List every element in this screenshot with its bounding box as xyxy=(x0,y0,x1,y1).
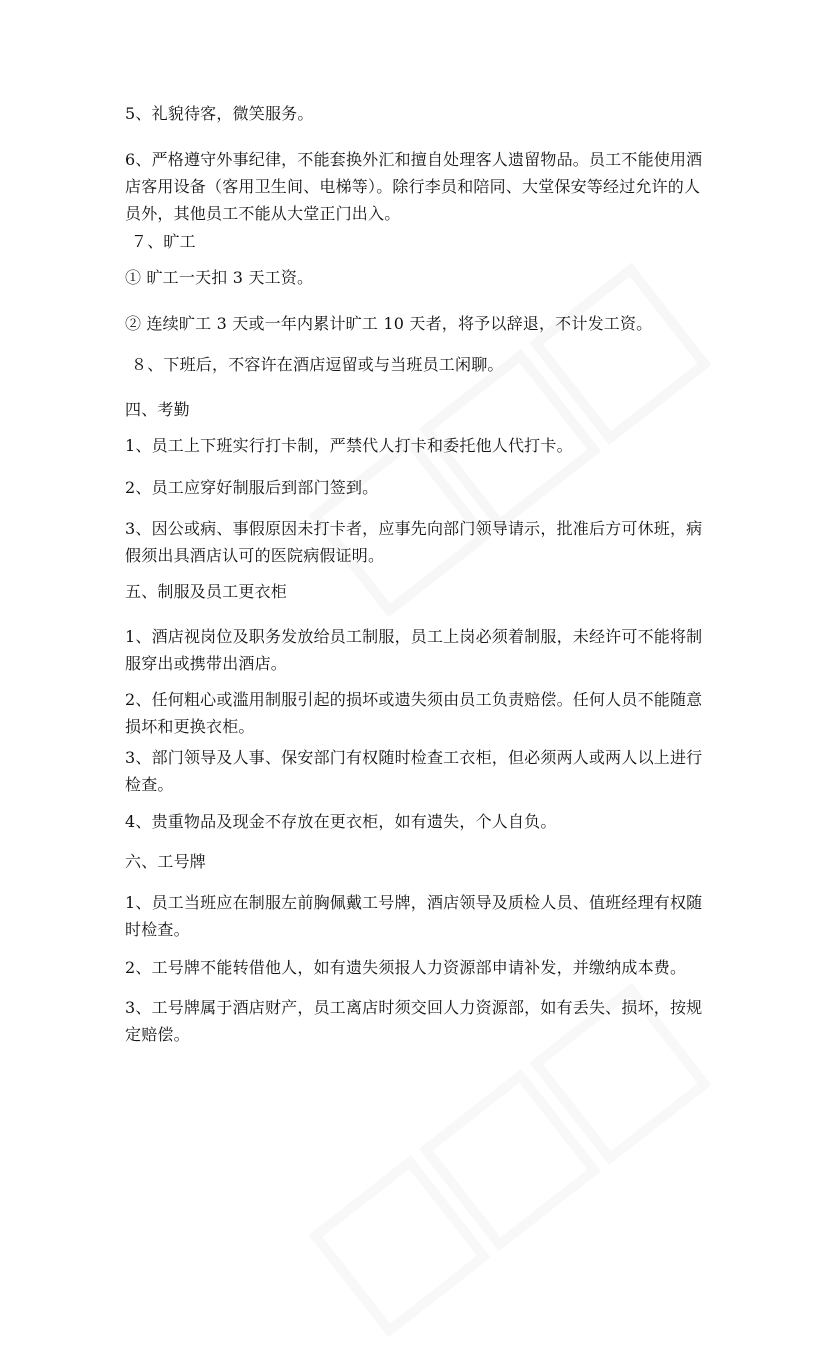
badge-item-1: 1、员工当班应在制服左前胸佩戴工号牌，酒店领导及质检人员、值班经理有权随时检查。 xyxy=(125,893,703,939)
badge-item-2: 2、工号牌不能转借他人，如有遗失须报人力资源部申请补发，并缴纳成本费。 xyxy=(125,958,687,977)
attendance-item-3: 3、因公或病、事假原因未打卡者，应事先向部门领导请示，批准后方可休班，病假须出具酒店认可的医院病假证明。 xyxy=(125,519,703,565)
uniform-item-1: 1、酒店视岗位及职务发放给员工制服，员工上岗必须着制服，未经许可不能将制服穿出或携带出酒店。 xyxy=(125,627,703,673)
uniform-item-3: 3、部门领导及人事、保安部门有权随时检查工衣柜，但必须两人或两人以上进行检查。 xyxy=(125,748,703,794)
uniform-item-2: 2、任何粗心或滥用制服引起的损坏或遗失须由员工负责赔偿。任何人员不能随意损坏和更换衣柜。 xyxy=(125,690,703,736)
paragraph-item-8: ８、下班后，不容许在酒店逗留或与当班员工闲聊。 xyxy=(131,355,504,374)
section-heading-badge: 六、工号牌 xyxy=(125,852,207,871)
section-heading-attendance: 四、考勤 xyxy=(125,400,190,419)
badge-item-3: 3、工号牌属于酒店财产，员工离店时须交回人力资源部，如有丢失、损坏，按规定赔偿。 xyxy=(125,998,703,1044)
attendance-item-2: 2、员工应穿好制服后到部门签到。 xyxy=(125,478,379,497)
paragraph-item-5: 5、礼貌待客，微笑服务。 xyxy=(125,104,314,123)
uniform-item-4: 4、贵重物品及现金不存放在更衣柜，如有遗失，个人自负。 xyxy=(125,812,557,831)
paragraph-item-7-heading: ７、旷工 xyxy=(131,232,196,251)
paragraph-subitem-2: ② 连续旷工 3 天或一年内累计旷工 10 天者，将予以辞退，不计发工资。 xyxy=(125,314,653,333)
paragraph-subitem-1: ① 旷工一天扣 3 天工资。 xyxy=(125,268,314,287)
attendance-item-1: 1、员工上下班实行打卡制，严禁代人打卡和委托他人代打卡。 xyxy=(125,436,573,455)
paragraph-item-6: 6、严格遵守外事纪律，不能套换外汇和擅自处理客人遗留物品。员工不能使用酒店客用设备（客用卫生间、电梯等）。除行李员和陪同、大堂保安等经过允许的人员外，其他员工不能从大堂正门出入。 xyxy=(125,150,703,223)
section-heading-uniform: 五、制服及员工更衣柜 xyxy=(125,582,288,601)
